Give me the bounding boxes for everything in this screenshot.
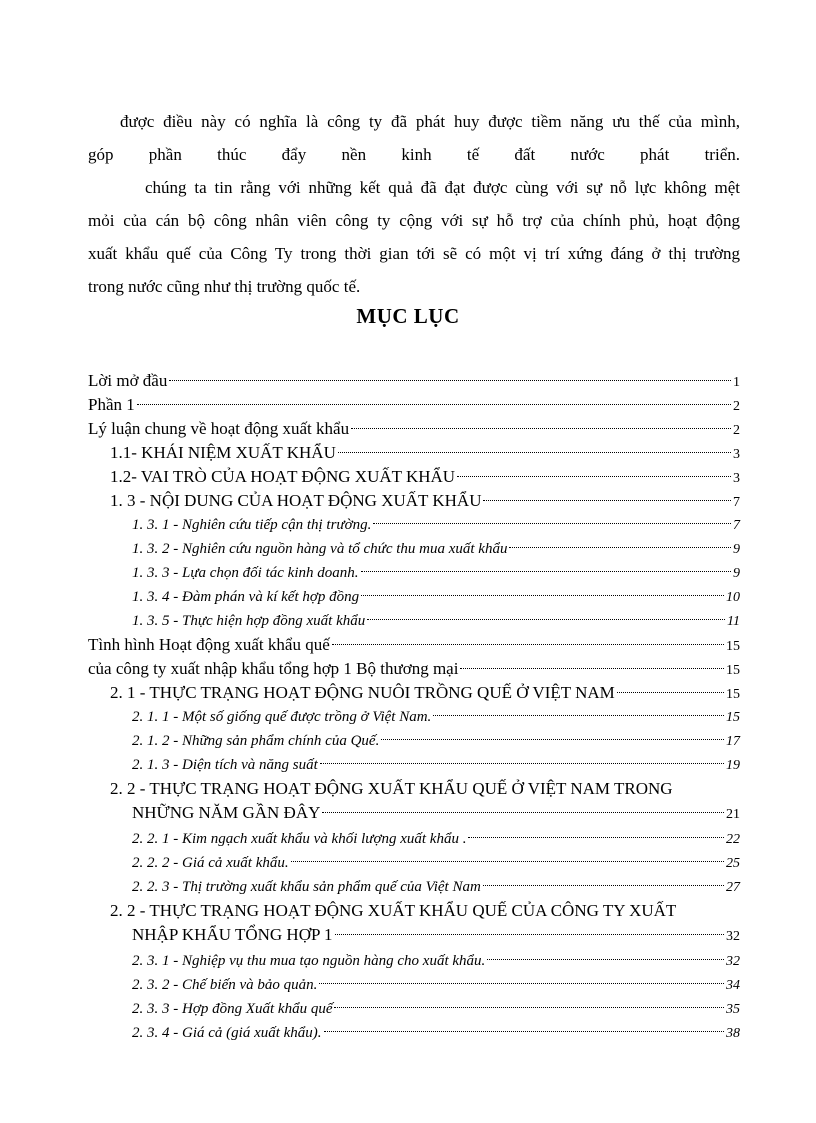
dot-leader	[457, 476, 731, 477]
toc-entry[interactable]	[88, 393, 740, 417]
toc-entry-text: NHẬP KHẨU TỔNG HỢP 1	[132, 925, 333, 944]
toc-entry-text: của công ty xuất nhập khẩu tổng hợp 1 Bộ thương mại	[88, 659, 459, 678]
toc-entry-text: 1.2- VAI TRÒ CỦA HOẠT ĐỘNG XUẤT KHẨU	[110, 467, 456, 486]
toc-entry-text: Lý luận chung về hoạt động xuất khẩu	[88, 419, 350, 438]
dot-leader	[361, 571, 732, 572]
toc-page-number: 9	[733, 542, 740, 557]
toc-entry-text: 1. 3. 4 - Đàm phán và kí kết hợp đồng	[132, 589, 360, 605]
toc-entry[interactable]	[88, 899, 740, 949]
toc-entry[interactable]	[88, 851, 740, 875]
toc-entry-text: 2. 2. 3 - Thị trường xuất khẩu sản phẩm quế của Việt Nam	[132, 879, 481, 895]
toc-entry[interactable]	[88, 997, 740, 1021]
toc-entry-text: 1.1- KHÁI NIỆM XUẤT KHẨU	[110, 443, 336, 462]
toc-entry-text: 2. 1. 3 - Diện tích và năng suất	[132, 757, 318, 773]
toc-entry-text: Tình hình Hoạt động xuất khẩu quế	[88, 635, 330, 654]
dot-leader	[367, 619, 725, 620]
dot-leader	[483, 500, 731, 501]
dot-leader	[335, 934, 724, 935]
dot-leader	[373, 523, 731, 524]
toc-entry-text: 2. 1. 1 - Một số giống quế được trồng ở Việt Nam.	[132, 709, 432, 725]
toc-entry[interactable]	[88, 681, 740, 705]
toc-page-number: 19	[726, 758, 740, 773]
toc-entry-text: NHỮNG NĂM GẦN ĐÂY	[132, 803, 321, 822]
dot-leader	[509, 547, 731, 548]
toc-page-number: 22	[726, 832, 740, 847]
text-line: xuất khẩu quế của Công Ty trong thời gian tới sẽ có một vị trí xứng đáng ở thị trường	[88, 244, 740, 263]
toc-entry-text: 2. 2. 2 - Giá cả xuất khẩu.	[132, 855, 289, 871]
toc-entry-text: 1. 3 - NỘI DUNG CỦA HOẠT ĐỘNG XUẤT KHẨU	[110, 491, 482, 510]
dot-leader	[332, 644, 724, 645]
toc-entry-text: 1. 3. 3 - Lựa chọn đối tác kinh doanh.	[132, 565, 359, 581]
toc-entry-text: 2. 1. 2 - Những sản phẩm chính của Quế.	[132, 733, 380, 749]
dot-leader	[334, 1007, 724, 1008]
toc-page-number: 2	[733, 399, 740, 414]
dot-leader	[320, 763, 724, 764]
text-line: chúng ta tin rằng với những kết quả đã đạt được cùng với sự nỗ lực không mệt	[145, 178, 740, 197]
dot-leader	[322, 812, 724, 813]
toc-entry-text: Lời mở đầu	[88, 371, 168, 390]
toc-entry-text: 2. 2 - THỰC TRẠNG HOẠT ĐỘNG XUẤT KHẨU QUẾ Ở VIỆT NAM TRONG	[110, 779, 673, 798]
toc-entry[interactable]	[88, 369, 740, 393]
text-line: mỏi của cán bộ công nhân viên công ty cộng với sự hỗ trợ của chính phủ, hoạt động	[88, 211, 740, 230]
toc-page-number: 34	[726, 978, 740, 993]
toc-page-number: 10	[726, 590, 740, 605]
toc-entry-text: 2. 3. 1 - Nghiệp vụ thu mua tạo nguồn hàng cho xuất khẩu.	[132, 953, 486, 969]
dot-leader	[460, 668, 724, 669]
toc-entry[interactable]	[88, 441, 740, 465]
toc-entry[interactable]	[88, 609, 740, 633]
toc-page-number: 35	[726, 1002, 740, 1017]
toc-page-number: 3	[733, 447, 740, 462]
dot-leader	[487, 959, 724, 960]
toc-entry[interactable]	[88, 777, 740, 827]
dot-leader	[381, 739, 724, 740]
toc-entry[interactable]	[88, 973, 740, 997]
dot-leader	[319, 983, 724, 984]
toc-page-number: 32	[726, 954, 740, 969]
toc-page-number: 32	[726, 929, 740, 944]
toc-entry[interactable]	[88, 417, 740, 441]
toc-entry[interactable]	[88, 1021, 740, 1045]
dot-leader	[351, 428, 731, 429]
toc-entry-text: 2. 1 - THỰC TRẠNG HOẠT ĐỘNG NUÔI TRỒNG QUẾ Ở VIỆT NAM	[110, 683, 615, 702]
text-line: trong nước cũng như thị trường quốc tế.	[88, 277, 361, 296]
toc-entry[interactable]	[88, 561, 740, 585]
toc-entry[interactable]	[88, 949, 740, 973]
toc-page-number: 27	[726, 880, 740, 895]
toc-entry-text: 1. 3. 5 - Thực hiện hợp đồng xuất khẩu	[132, 613, 366, 629]
toc-entry[interactable]	[88, 513, 740, 537]
toc-entry-text: 1. 3. 2 - Nghiên cứu nguồn hàng và tổ chức thu mua xuất khẩu	[132, 541, 508, 557]
toc-page-number: 11	[727, 614, 740, 629]
toc-entry-text: Phần 1	[88, 395, 135, 414]
toc-entry[interactable]	[88, 875, 740, 899]
toc-entry[interactable]	[88, 489, 740, 513]
toc-page-number: 7	[733, 518, 740, 533]
toc-page-number: 7	[733, 495, 740, 510]
table-of-contents	[88, 369, 740, 1045]
intro-paragraph-2	[88, 178, 740, 297]
toc-entry[interactable]	[88, 827, 740, 851]
toc-page-number: 15	[726, 639, 740, 654]
toc-page-number: 21	[726, 807, 740, 822]
toc-entry[interactable]	[88, 657, 740, 681]
intro-paragraph-1	[88, 112, 740, 165]
toc-page-number: 9	[733, 566, 740, 581]
toc-entry[interactable]	[88, 585, 740, 609]
toc-entry[interactable]	[88, 705, 740, 729]
dot-leader	[169, 380, 731, 381]
dot-leader	[137, 404, 731, 405]
text-line: được điều này có nghĩa là công ty đã phát huy được tiềm năng ưu thế của mình,	[120, 112, 740, 131]
toc-title: MỤC LỤC	[356, 304, 460, 328]
toc-page-number: 25	[726, 856, 740, 871]
dot-leader	[483, 885, 724, 886]
toc-page-number: 3	[733, 471, 740, 486]
text-line: góp phần thúc đẩy nền kinh tế đất nước phát triển.	[88, 145, 740, 164]
dot-leader	[291, 861, 724, 862]
toc-entry[interactable]	[88, 465, 740, 489]
toc-entry[interactable]	[88, 753, 740, 777]
toc-entry-text: 2. 2 - THỰC TRẠNG HOẠT ĐỘNG XUẤT KHẨU QUẾ CỦA CÔNG TY XUẤT	[110, 901, 677, 920]
toc-entry-text: 2. 3. 4 - Giá cả (giá xuất khẩu).	[132, 1025, 322, 1041]
toc-entry[interactable]	[88, 729, 740, 753]
toc-entry-text: 2. 3. 3 - Hợp đồng Xuất khẩu quế	[132, 1001, 333, 1017]
dot-leader	[433, 715, 724, 716]
toc-entry[interactable]	[88, 537, 740, 561]
toc-page-number: 17	[726, 734, 740, 749]
toc-page-number: 15	[726, 687, 740, 702]
toc-page-number: 15	[726, 710, 740, 725]
dot-leader	[324, 1031, 724, 1032]
toc-entry-text: 2. 2. 1 - Kim ngạch xuất khẩu và khối lượng xuất khẩu .	[132, 831, 467, 847]
toc-page-number: 1	[733, 375, 740, 390]
toc-page-number: 2	[733, 423, 740, 438]
dot-leader	[468, 837, 724, 838]
dot-leader	[361, 595, 724, 596]
toc-entry-text: 1. 3. 1 - Nghiên cứu tiếp cận thị trường.	[132, 517, 372, 533]
toc-page-number: 38	[726, 1026, 740, 1041]
toc-page-number: 15	[726, 663, 740, 678]
dot-leader	[617, 692, 724, 693]
toc-entry[interactable]	[88, 633, 740, 657]
dot-leader	[338, 452, 731, 453]
toc-entry-text: 2. 3. 2 - Chế biến và bảo quản.	[132, 977, 318, 993]
